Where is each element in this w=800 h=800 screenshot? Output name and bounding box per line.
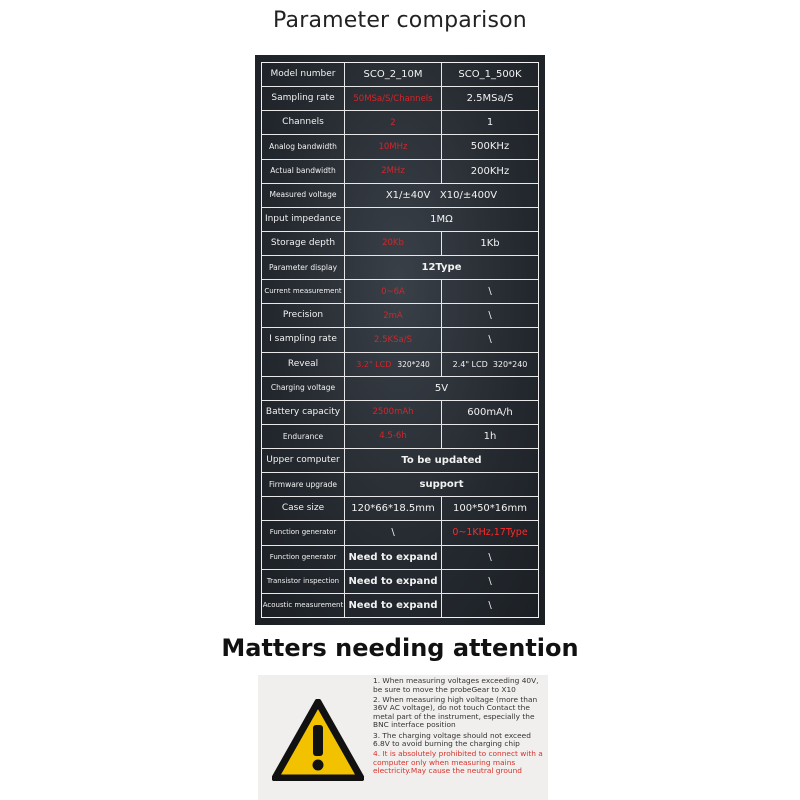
row-label: Reveal [262, 353, 345, 376]
merged-value: 12Type [421, 262, 462, 274]
model-b-value: 2.5MSa/S [441, 87, 538, 110]
attention-item: 2. When measuring high voltage (more than 36V AC voltage), do not touch Contact the metal part of the instrument, especially the BNC interface position [373, 694, 538, 730]
model-b-value: 500KHz [441, 135, 538, 158]
row-label: Transistor inspection [262, 570, 345, 593]
merged-value: X1/±40V X10/±400V [385, 189, 498, 201]
model-a-value: \ [391, 527, 395, 539]
model-b-value: 0~1KHz,17Type [441, 521, 538, 544]
table-row [262, 521, 538, 545]
model-a-value: 120*66*18.5mm [351, 503, 435, 515]
merged-value: 5V [434, 382, 449, 394]
model-a-value: 2mA [383, 310, 403, 321]
row-label: Precision [262, 304, 345, 327]
attention-panel [258, 675, 548, 800]
table-row [262, 87, 538, 111]
model-b-value: \ [441, 304, 538, 327]
model-a-value: 4.5-6h [379, 431, 407, 442]
table-row [262, 449, 538, 473]
attention-list [373, 677, 545, 778]
model-b-value: 600mA/h [441, 401, 538, 424]
model-b-value: \ [441, 546, 538, 569]
row-label: Case size [262, 497, 345, 520]
model-b-value: 200KHz [441, 160, 538, 183]
model-a-value: 0~6A [381, 286, 405, 297]
warning-icon [272, 699, 364, 781]
table-row [262, 135, 538, 159]
row-label: Model number [262, 63, 345, 86]
table-row [262, 594, 538, 617]
lcd-size-a: 3.2" LCD [356, 359, 392, 369]
table-row [262, 570, 538, 594]
model-a-value: Need to expand [348, 599, 438, 611]
row-label: Analog bandwidth [262, 135, 345, 158]
model-a-value: 20Kb [382, 238, 404, 249]
model-a-value: Need to expand [348, 551, 438, 563]
row-label: Function generator [262, 521, 345, 544]
table-row [262, 497, 538, 521]
model-a-value: 2.5KSa/S [374, 334, 412, 345]
table-row [262, 184, 538, 208]
merged-value: To be updated [401, 455, 482, 467]
model-b-value: 2.4" LCD 320*240 [441, 353, 538, 376]
attention-title: Matters needing attention [221, 634, 579, 662]
lcd-resolution-a: 320*240 [397, 359, 430, 369]
attention-item: 1. When measuring voltages exceeding 40V, be sure to move the probeGear to X10 [373, 676, 539, 694]
model-a-value: 2MHz [381, 166, 405, 177]
row-label: Charging voltage [262, 377, 345, 400]
table-row [262, 160, 538, 184]
row-label: Measured voltage [262, 184, 345, 207]
row-label: Endurance [262, 425, 345, 448]
comparison-title: Parameter comparison [273, 8, 527, 33]
row-label: Storage depth [262, 232, 345, 255]
row-label: I sampling rate [262, 328, 345, 351]
model-a-value [345, 353, 441, 376]
model-b-value: 100*50*16mm [441, 497, 538, 520]
merged-value: support [419, 479, 464, 491]
table-row [262, 473, 538, 497]
table-row [262, 304, 538, 328]
model-b-value: 1h [441, 425, 538, 448]
table-row [262, 280, 538, 304]
parameter-table [261, 62, 539, 618]
table-row [262, 401, 538, 425]
table-row [262, 377, 538, 401]
row-label: Battery capacity [262, 401, 345, 424]
model-b-value: \ [441, 280, 538, 303]
parameter-table-panel [255, 55, 545, 625]
model-a-value: 2 [390, 117, 396, 128]
row-label: Actual bandwidth [262, 160, 345, 183]
model-a-value: 50MSa/S/Channels [353, 93, 433, 104]
row-label: Function generator [262, 546, 345, 569]
model-a-value: Need to expand [348, 575, 438, 587]
row-label: Input impedance [262, 208, 345, 231]
table-row [262, 63, 538, 87]
model-a-value: 10MHz [378, 141, 408, 152]
table-row [262, 256, 538, 280]
model-b-value: SCO_1_500K [441, 63, 538, 86]
model-b-value: \ [441, 570, 538, 593]
attention-item: 3. The charging voltage should not exceed 6.8V to avoid burning the charging chip [373, 730, 531, 749]
model-a-value: SCO_2_10M [363, 69, 423, 81]
row-label: Current measurement [262, 280, 345, 303]
row-label: Sampling rate [262, 87, 345, 110]
merged-value: 1MΩ [430, 213, 453, 225]
row-label: Parameter display [262, 256, 345, 279]
row-label: Acoustic measurement [262, 594, 345, 617]
table-row [262, 353, 538, 377]
table-row [262, 208, 538, 232]
row-label: Upper computer [262, 449, 345, 472]
table-row [262, 328, 538, 352]
table-row [262, 111, 538, 135]
model-b-value: \ [441, 328, 538, 351]
row-label: Channels [262, 111, 345, 134]
table-row [262, 232, 538, 256]
table-row [262, 546, 538, 570]
row-label: Firmware upgrade [262, 473, 345, 496]
model-b-value: \ [441, 594, 538, 617]
model-b-value: 1 [441, 111, 538, 134]
model-a-value: 2500mAh [372, 407, 414, 418]
table-row [262, 425, 538, 449]
model-b-value: 1Kb [441, 232, 538, 255]
attention-item: 4. It is absolutely prohibited to connect with a computer only when measuring mains electricity.May cause the neutral ground [373, 749, 543, 776]
